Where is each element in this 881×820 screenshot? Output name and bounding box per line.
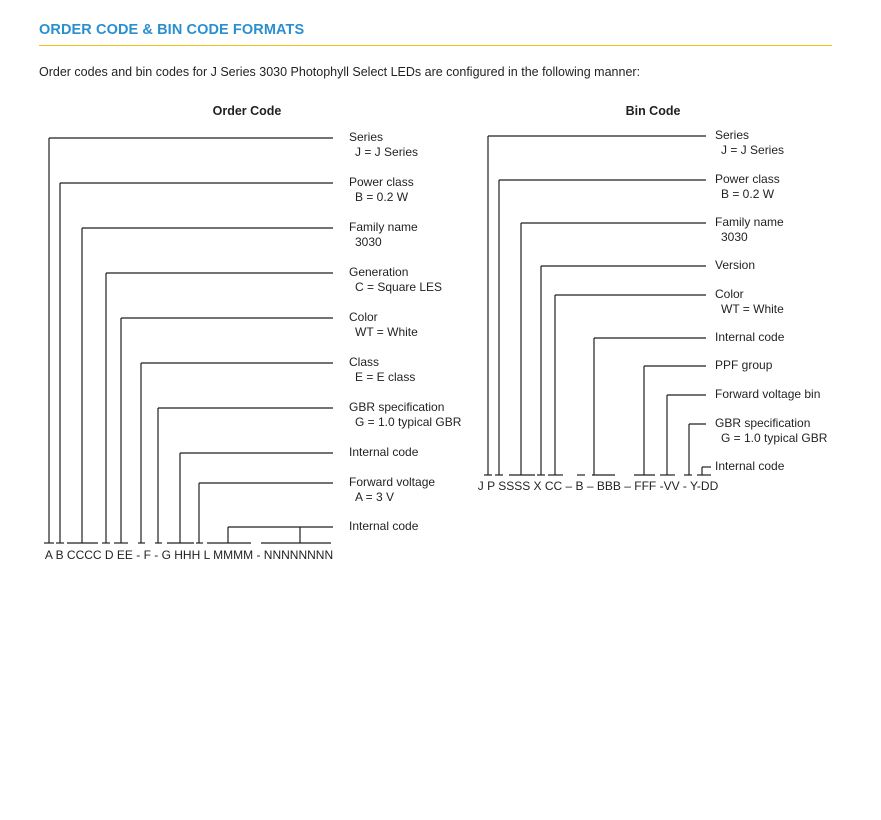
order-field-5 — [349, 355, 415, 385]
order-field-name: GBR specification — [349, 400, 445, 414]
bin-field-name: PPF group — [715, 358, 773, 372]
order-field-2 — [349, 220, 418, 250]
order-field-1 — [349, 175, 414, 205]
order-field-value: B = 0.2 W — [355, 190, 409, 204]
order-field-8 — [349, 475, 435, 505]
order-field-name: Color — [349, 310, 378, 324]
intro-text: Order codes and bin codes for J Series 3030 Photophyll Select LEDs are configured in the following manner: — [39, 65, 641, 79]
bin-field-name: Family name — [715, 215, 784, 229]
order-field-value: G = 1.0 typical GBR — [355, 415, 462, 429]
bin-field-3 — [715, 258, 755, 273]
bin-field-name: Color — [715, 287, 744, 301]
order-field-value: 3030 — [355, 235, 382, 249]
order-field-value: E = E class — [355, 370, 416, 384]
bin-code-string: J P SSSS X CC – B – BBB – FFF -VV - Y-DD — [477, 479, 719, 493]
bin-field-0 — [715, 128, 784, 158]
order-field-value: A = 3 V — [355, 490, 395, 504]
order-code-string: A B CCCC D EE - F - G HHH L MMMM - NNNNNNNN — [44, 548, 334, 562]
order-field-name: Internal code — [349, 445, 419, 459]
bin-field-value: J = J Series — [721, 143, 785, 157]
bin-field-name: Series — [715, 128, 750, 142]
order-field-name: Generation — [349, 265, 409, 279]
order-field-name: Internal code — [349, 519, 419, 533]
bin-field-name: Forward voltage bin — [715, 387, 821, 401]
order-field-9 — [349, 519, 418, 534]
bin-field-5 — [715, 330, 784, 345]
order-field-value: C = Square LES — [355, 280, 443, 294]
order-code-heading: Order Code — [212, 104, 282, 118]
order-field-0 — [349, 130, 418, 160]
page-title: ORDER CODE & BIN CODE FORMATS — [39, 22, 305, 38]
order-field-value: WT = White — [355, 325, 418, 339]
order-field-name: Class — [349, 355, 380, 369]
bin-field-value: 3030 — [721, 230, 748, 244]
order-field-name: Family name — [349, 220, 418, 234]
order-field-6 — [349, 400, 461, 430]
bin-field-name: GBR specification — [715, 416, 811, 430]
bin-field-name: Version — [715, 258, 756, 272]
bin-field-9 — [715, 459, 784, 474]
bin-field-name: Internal code — [715, 330, 785, 344]
bin-field-1 — [715, 172, 780, 202]
bin-field-8 — [715, 416, 827, 446]
bin-field-7 — [715, 387, 820, 402]
order-field-name: Power class — [349, 175, 414, 189]
order-field-value: J = J Series — [355, 145, 419, 159]
order-field-name: Forward voltage — [349, 475, 436, 489]
bin-field-2 — [715, 215, 784, 245]
bin-field-value: WT = White — [721, 302, 784, 316]
bin-code-heading: Bin Code — [625, 104, 681, 118]
bin-field-6 — [715, 358, 772, 373]
bin-field-name: Power class — [715, 172, 780, 186]
bin-field-value: G = 1.0 typical GBR — [721, 431, 828, 445]
bin-field-4 — [715, 287, 784, 317]
order-field-4 — [349, 310, 418, 340]
bin-field-name: Internal code — [715, 459, 785, 473]
order-field-7 — [349, 445, 418, 460]
bin-field-value: B = 0.2 W — [721, 187, 775, 201]
order-field-name: Series — [349, 130, 384, 144]
order-field-3 — [349, 265, 442, 295]
